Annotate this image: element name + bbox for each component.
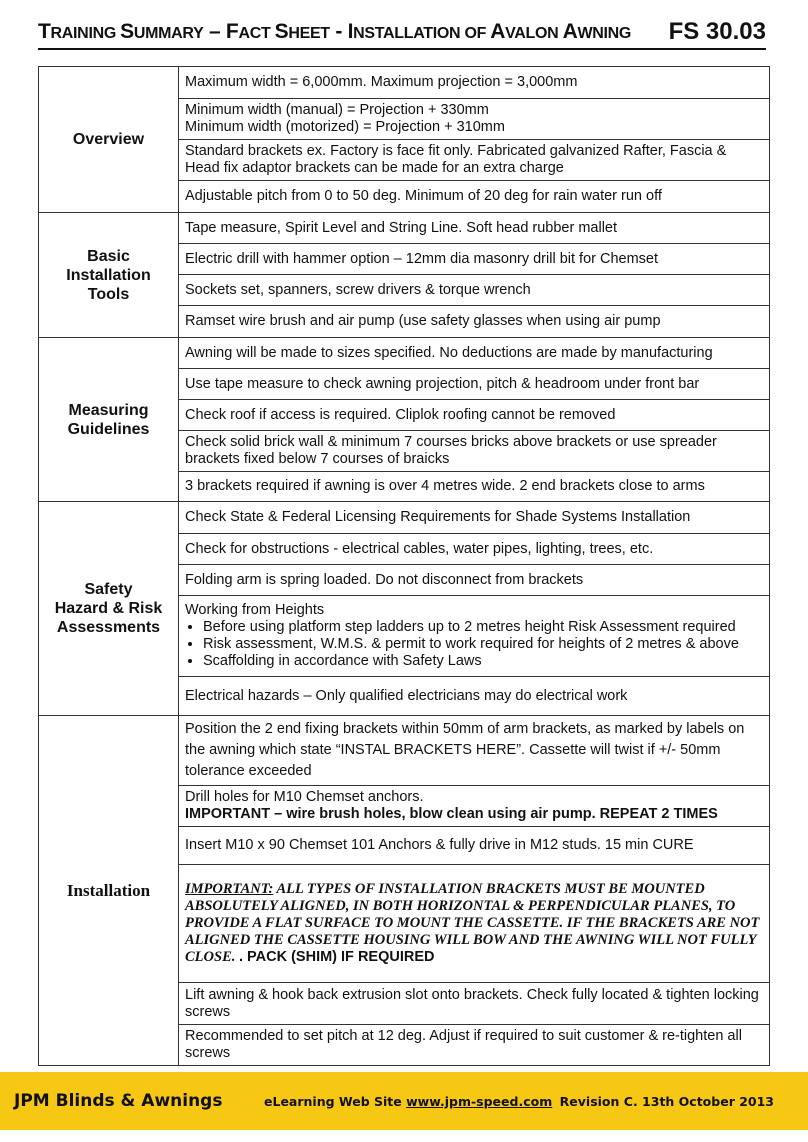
safety-row: Folding arm is spring loaded. Do not disconnect from brackets bbox=[179, 565, 770, 596]
title-part: - bbox=[329, 20, 348, 43]
section-label: Installation bbox=[66, 266, 151, 284]
drill-important: IMPORTANT – wire brush holes, blow clean using air pump. REPEAT 2 TIMES bbox=[185, 806, 718, 822]
min-width-motorized: Minimum width (motorized) = Projection + 310mm bbox=[185, 119, 505, 135]
section-measuring bbox=[39, 338, 179, 502]
fact-sheet-table bbox=[38, 66, 770, 1066]
overview-max-size: Maximum width = 6,000mm. Maximum projection = 3,000mm bbox=[179, 67, 770, 99]
website-label: eLearning Web Site bbox=[264, 1094, 407, 1109]
title-part: I bbox=[347, 20, 354, 43]
title-part: T bbox=[38, 20, 51, 43]
title-part: HEET bbox=[288, 25, 330, 42]
heights-list bbox=[185, 619, 763, 670]
section-label: Tools bbox=[87, 285, 130, 303]
table-row bbox=[39, 338, 770, 369]
title-part: VALON bbox=[505, 25, 563, 42]
installation-drill bbox=[179, 786, 770, 827]
measuring-row: Use tape measure to check awning projection, pitch & headroom under front bar bbox=[179, 369, 770, 400]
title-part: UMMARY bbox=[133, 25, 204, 42]
title-part: – bbox=[203, 20, 226, 43]
installation-row: Insert M10 x 90 Chemset 101 Anchors & fully drive in M12 studs. 15 min CURE bbox=[179, 827, 770, 865]
installation-alignment-warning bbox=[179, 865, 770, 983]
section-label: Guidelines bbox=[67, 420, 150, 438]
measuring-row: Check solid brick wall & minimum 7 courses bricks above brackets or use spreader brackets fixed below 7 courses of braicks bbox=[179, 431, 770, 472]
tools-row: Ramset wire brush and air pump (use safety glasses when using air pump bbox=[179, 306, 770, 338]
section-label: Installation bbox=[66, 881, 151, 900]
document-title bbox=[38, 20, 631, 44]
title-part: WNING bbox=[577, 25, 632, 42]
table-row bbox=[39, 716, 770, 786]
section-label: Basic bbox=[87, 247, 130, 265]
measuring-row: 3 brackets required if awning is over 4 metres wide. 2 end brackets close to arms bbox=[179, 472, 770, 502]
min-width-manual: Minimum width (manual) = Projection + 330mm bbox=[185, 102, 489, 118]
page-header bbox=[38, 18, 766, 50]
title-part: F bbox=[225, 20, 239, 43]
section-label: Measuring bbox=[68, 401, 149, 419]
installation-row: Position the 2 end fixing brackets within 50mm of arm brackets, as marked by labels on the awning which state “INSTAL BRACKETS HERE”. Cassette will twist if +/- 50mm tolerance exceeded bbox=[179, 716, 770, 786]
title-part: A bbox=[562, 20, 578, 43]
title-part: A bbox=[490, 20, 506, 43]
title-part: S bbox=[120, 20, 134, 43]
section-safety bbox=[39, 502, 179, 716]
tools-row: Tape measure, Spirit Level and String Line. Soft head rubber mallet bbox=[179, 213, 770, 244]
safety-row: Check State & Federal Licensing Requirements for Shade Systems Installation bbox=[179, 502, 770, 534]
list-item: • Risk assessment, W.M.S. & permit to work required for heights of 2 metres & above bbox=[203, 636, 763, 653]
table-row bbox=[39, 502, 770, 534]
safety-row: Check for obstructions - electrical cables, water pipes, lighting, trees, etc. bbox=[179, 534, 770, 565]
installation-row: Lift awning & hook back extrusion slot onto brackets. Check fully located & tighten locking screws bbox=[179, 983, 770, 1025]
list-item: • Before using platform step ladders up to 2 metres height Risk Assessment required bbox=[203, 619, 763, 636]
company-name: JPM Blinds & Awnings bbox=[14, 1091, 223, 1111]
measuring-row: Check roof if access is required. Cliplok roofing cannot be removed bbox=[179, 400, 770, 431]
alignment-text: ALL TYPES OF INSTALLATION BRACKETS MUST BE MOUNTED ABSOLUTELY ALIGNED, IN BOTH HORIZONTAL & PERPENDICULAR PLANES, TO PROVIDE A FLAT SURFACE TO MOUNT THE CASSETTE. IF THE BRACKETS ARE NOT ALIGNED THE CASSETTE HOUSING WILL BOW AND THE AWNING WILL NOT FULLY CLOSE. bbox=[185, 881, 760, 965]
elearning-website bbox=[264, 1094, 552, 1109]
overview-pitch: Adjustable pitch from 0 to 50 deg. Minimum of 20 deg for rain water run off bbox=[179, 181, 770, 213]
pack-shim-text: . PACK (SHIM) IF REQUIRED bbox=[239, 949, 435, 965]
installation-row: Recommended to set pitch at 12 deg. Adjust if required to suit customer & re-tighten all screws bbox=[179, 1025, 770, 1066]
fact-sheet-code: FS 30.03 bbox=[668, 18, 766, 45]
revision-info: Revision C. 13th October 2013 bbox=[559, 1094, 774, 1109]
drill-instruction: Drill holes for M10 Chemset anchors. bbox=[185, 789, 424, 805]
section-installation bbox=[39, 716, 179, 1066]
safety-working-heights bbox=[179, 596, 770, 677]
table-row bbox=[39, 213, 770, 244]
page-footer bbox=[0, 1072, 808, 1130]
safety-row: Electrical hazards – Only qualified electricians may do electrical work bbox=[179, 677, 770, 716]
section-label: Safety bbox=[84, 581, 133, 598]
section-tools bbox=[39, 213, 179, 338]
website-link[interactable]: www.jpm-speed.com bbox=[406, 1094, 553, 1109]
section-label: Assessments bbox=[56, 619, 161, 636]
tools-row: Sockets set, spanners, screw drivers & torque wrench bbox=[179, 275, 770, 306]
section-overview bbox=[39, 67, 179, 213]
list-item: • Scaffolding in accordance with Safety Laws bbox=[203, 653, 763, 670]
title-part: NSTALLATION OF bbox=[353, 25, 491, 42]
title-part: S bbox=[274, 20, 289, 43]
section-label: Overview bbox=[72, 131, 145, 148]
title-part: ACT bbox=[238, 25, 275, 42]
overview-brackets: Standard brackets ex. Factory is face fit only. Fabricated galvanized Rafter, Fascia & Head fix adaptor brackets can be made for an extra charge bbox=[179, 140, 770, 181]
title-part: RAINING bbox=[50, 25, 121, 42]
heights-heading: Working from Heights bbox=[185, 602, 325, 618]
measuring-row: Awning will be made to sizes specified. No deductions are made by manufacturing bbox=[179, 338, 770, 369]
important-label: IMPORTANT: bbox=[185, 881, 274, 897]
table-row bbox=[39, 67, 770, 99]
section-label: Hazard & Risk bbox=[54, 600, 163, 617]
overview-min-width bbox=[179, 99, 770, 140]
tools-row: Electric drill with hammer option – 12mm dia masonry drill bit for Chemset bbox=[179, 244, 770, 275]
